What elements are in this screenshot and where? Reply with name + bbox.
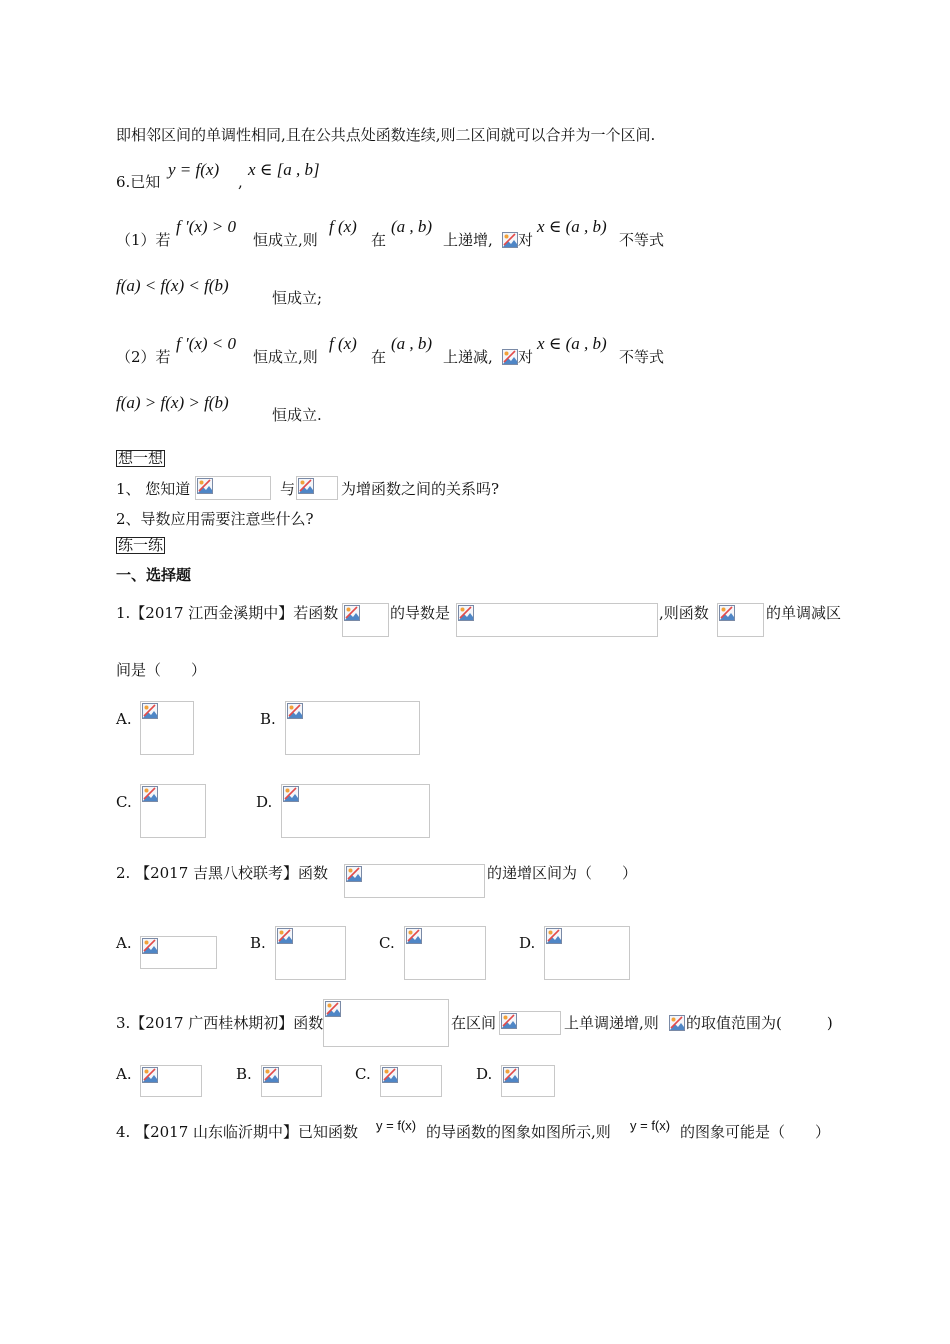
formula-image [296, 476, 338, 500]
math-x-in-open: x ∈ (a , b) [537, 217, 607, 236]
broken-image-icon [502, 232, 518, 248]
part1-text-a: 恒成立,则 [253, 231, 318, 249]
math-fx: f (x) [329, 217, 357, 236]
broken-image-icon [502, 349, 518, 365]
practice-heading: 练一练 [118, 536, 164, 554]
math-x-in-open: x ∈ (a , b) [537, 334, 607, 353]
q3-option-b-label: B. [236, 1065, 252, 1083]
q4-text-c: 的图象可能是（ ） [680, 1123, 831, 1141]
q2-option-c-label: C. [379, 934, 395, 952]
q2-option-b-label: B. [250, 934, 266, 952]
broken-image-icon [283, 786, 299, 802]
part2-text-f: 恒成立. [272, 406, 322, 424]
q3-text-c: 上单调递增,则 [564, 1014, 659, 1032]
part1-text-b: 在 [371, 231, 387, 249]
broken-image-icon [503, 1067, 519, 1083]
broken-image-icon [325, 1001, 341, 1017]
part2-text-b: 在 [371, 348, 387, 366]
think-heading: 想一想 [118, 449, 164, 467]
q3-text-a: 3.【2017 广西桂林期初】函数 [116, 1014, 324, 1032]
math-fx: f (x) [329, 334, 357, 353]
broken-image-icon [142, 938, 158, 954]
q2-text-a: 2. 【2017 吉黑八校联考】函数 [116, 864, 329, 882]
broken-image-icon [298, 478, 314, 494]
q3-option-d-image [501, 1065, 555, 1097]
text-line-1: 即相邻区间的单调性相同,且在公共点处函数连续,则二区间就可以合并为一个区间. [116, 126, 656, 144]
formula-image [195, 476, 271, 500]
q4-text-a: 4. 【2017 山东临沂期中】已知函数 [116, 1123, 359, 1141]
q1-option-d-image [281, 784, 430, 838]
q3-option-a-image [140, 1065, 202, 1097]
formula-image [344, 864, 485, 898]
q2-option-d-image [544, 926, 630, 980]
q2-option-a-label: A. [116, 934, 132, 952]
broken-image-icon [382, 1067, 398, 1083]
q3-option-b-image [261, 1065, 322, 1097]
q3-option-c-image [380, 1065, 442, 1097]
q1-text-d: 的单调减区 [766, 604, 842, 622]
part1-text-c: 上递增, [443, 231, 493, 249]
section-choice-title: 一、选择题 [116, 566, 192, 584]
q3-option-a-label: A. [116, 1065, 132, 1083]
q1-option-b-label: B. [260, 710, 276, 728]
formula-image [717, 603, 764, 637]
think-q1-a: 1、 您知道 [116, 480, 191, 498]
part1-label: （1）若 [116, 231, 171, 249]
broken-image-icon [669, 1015, 685, 1031]
broken-image-icon [501, 1013, 517, 1029]
comma: , [238, 173, 243, 191]
formula-image [323, 999, 449, 1047]
math-open-interval: (a , b) [391, 334, 433, 353]
q3-option-d-label: D. [476, 1065, 493, 1083]
broken-image-icon [142, 703, 158, 719]
broken-image-icon [719, 605, 735, 621]
formula-image [499, 1011, 561, 1035]
formula-image [342, 603, 389, 637]
q1-option-b-image [285, 701, 420, 755]
part2-text-c: 上递减, [443, 348, 493, 366]
math-fprime-gt0: f ′(x) > 0 [176, 217, 237, 236]
q3-text-b: 在区间 [451, 1014, 497, 1032]
math-y-eq-fx: y = f(x) [168, 160, 220, 179]
part2-text-d: 对 [518, 348, 534, 366]
broken-image-icon [142, 786, 158, 802]
q2-option-b-image [275, 926, 346, 980]
broken-image-icon [263, 1067, 279, 1083]
broken-image-icon [344, 605, 360, 621]
broken-image-icon [287, 703, 303, 719]
q2-option-c-image [404, 926, 486, 980]
math-fprime-lt0: f ′(x) < 0 [176, 334, 237, 353]
broken-image-icon [406, 928, 422, 944]
q3-option-c-label: C. [355, 1065, 371, 1083]
q3-text-d: 的取值范围为( ) [686, 1014, 833, 1032]
broken-image-icon [458, 605, 474, 621]
broken-image-icon [142, 1067, 158, 1083]
q1-text-e: 间是（ ） [116, 661, 207, 679]
math-y-eq-fx: y = f(x) [376, 1118, 417, 1133]
part2-text-e: 不等式 [619, 348, 665, 366]
q2-text-b: 的递增区间为（ ） [487, 864, 638, 882]
q2-option-d-label: D. [519, 934, 536, 952]
broken-image-icon [346, 866, 362, 882]
q1-option-c-label: C. [116, 793, 132, 811]
item-6-prefix: 6.已知 [116, 173, 161, 191]
q1-text-c: ,则函数 [659, 604, 709, 622]
part1-text-d: 对 [518, 231, 534, 249]
q1-option-a-label: A. [116, 710, 132, 728]
q1-text-b: 的导数是 [390, 604, 451, 622]
formula-image [456, 603, 658, 637]
q4-text-b: 的导函数的图象如图所示,则 [426, 1123, 611, 1141]
broken-image-icon [277, 928, 293, 944]
broken-image-icon [546, 928, 562, 944]
think-q1-b: 与 [280, 480, 296, 498]
think-q2: 2、导数应用需要注意些什么? [116, 510, 314, 528]
math-ineq-increasing: f(a) < f(x) < f(b) [116, 276, 229, 295]
think-q1-c: 为增函数之间的关系吗? [341, 480, 500, 498]
broken-image-icon [197, 478, 213, 494]
part2-text-a: 恒成立,则 [253, 348, 318, 366]
q1-option-c-image [140, 784, 206, 838]
math-x-in-ab: x ∈ [a , b] [248, 160, 320, 179]
q1-option-d-label: D. [256, 793, 273, 811]
math-y-eq-fx: y = f(x) [630, 1118, 671, 1133]
part2-label: （2）若 [116, 348, 171, 366]
math-open-interval: (a , b) [391, 217, 433, 236]
part1-text-e: 不等式 [619, 231, 665, 249]
q2-option-a-image [140, 936, 217, 969]
part1-text-f: 恒成立; [272, 289, 323, 307]
math-ineq-decreasing: f(a) > f(x) > f(b) [116, 393, 229, 412]
q1-text-a: 1.【2017 江西金溪期中】若函数 [116, 604, 339, 622]
q1-option-a-image [140, 701, 194, 755]
